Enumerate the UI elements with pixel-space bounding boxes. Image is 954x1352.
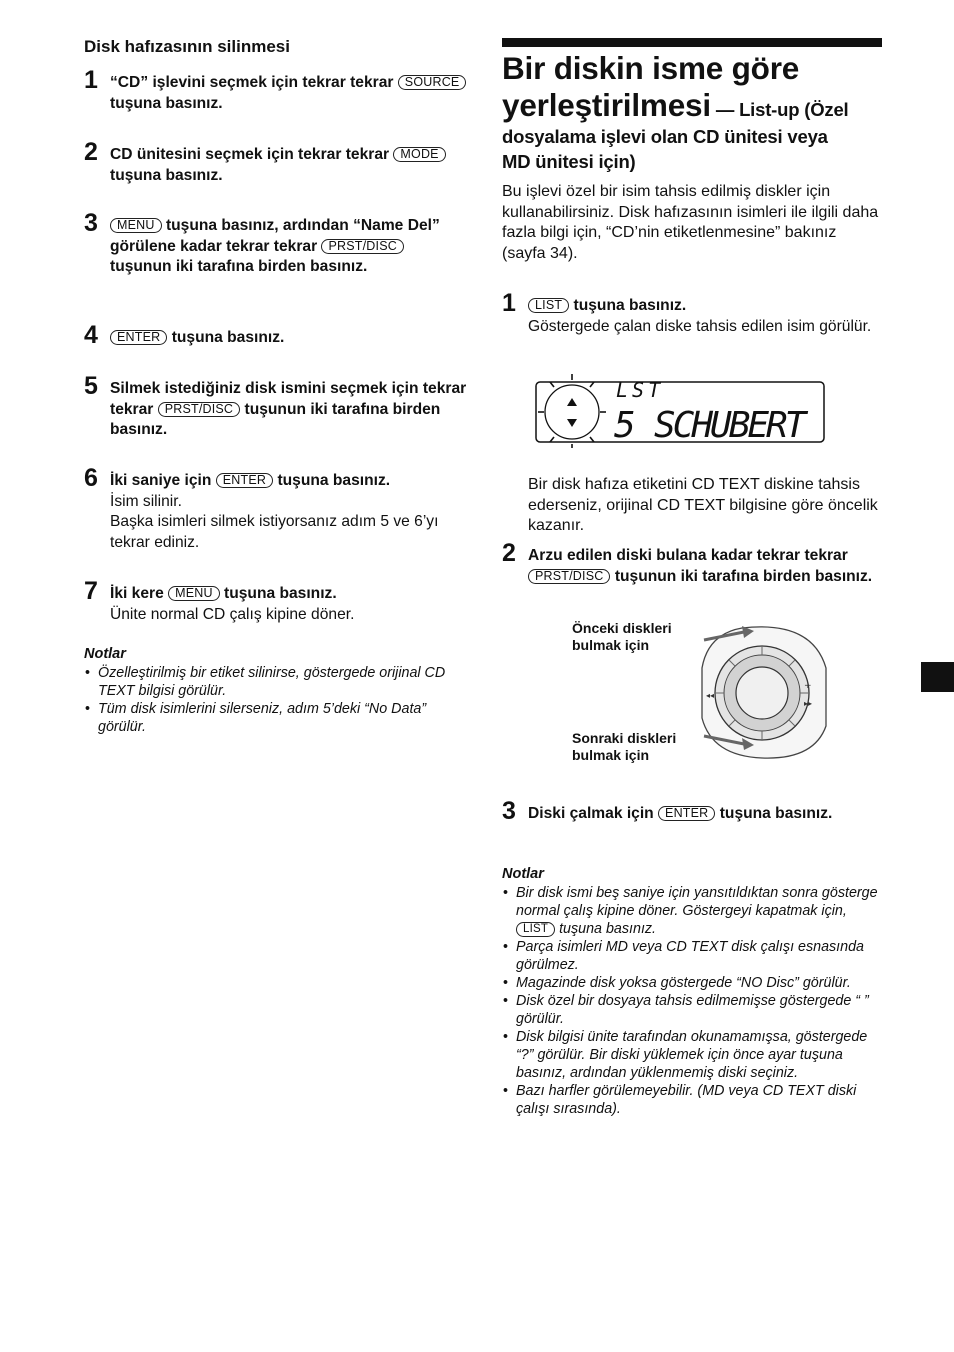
step-text: İki saniye için <box>110 472 216 489</box>
list-key: LIST <box>528 298 569 313</box>
step-text: tuşuna basınız. <box>569 297 687 314</box>
step-2 <box>502 539 882 587</box>
note-item <box>502 884 882 938</box>
step-detail: İsim silinir. <box>110 492 182 510</box>
svg-text:◂◂: ◂◂ <box>706 691 715 700</box>
lcd-top-text: LST <box>616 378 665 402</box>
enter-key: ENTER <box>658 806 715 821</box>
step-number: 3 <box>502 797 516 825</box>
section-tab-marker <box>921 662 954 692</box>
step-text: İki kere <box>110 585 169 602</box>
step-1 <box>502 289 882 337</box>
step-text: tuşunun iki tarafına birden basınız. <box>110 400 441 438</box>
source-key: SOURCE <box>398 75 467 90</box>
step-number: 7 <box>84 577 98 605</box>
page-title <box>502 50 882 174</box>
prst-disc-key: PRST/DISC <box>321 239 403 254</box>
note-item: • Magazinde disk yoksa göstergede “NO Disc” görülür. <box>502 974 882 992</box>
step-6 <box>84 464 469 553</box>
step-number: 3 <box>84 209 98 237</box>
step-detail: Başka isimleri silmek istiyorsanız adım 5 ve 6’yı tekrar ediniz. <box>110 513 439 551</box>
note-item: • Disk özel bir dosyaya tahsis edilmemişse göstergede “ ” görülür. <box>502 992 882 1028</box>
title-rule <box>502 38 882 47</box>
note-text: Bir disk ismi beş saniye için yansıtıldıktan sonra gösterge normal çalış kipine döner. Göstergeyi kapatmak için, <box>516 885 878 919</box>
step-detail: Ünite normal CD çalış kipine döner. <box>110 605 355 623</box>
step-number: 4 <box>84 321 98 349</box>
enter-key: ENTER <box>216 473 273 488</box>
svg-text:▸▸: ▸▸ <box>804 699 813 708</box>
step-number: 1 <box>502 289 516 317</box>
step-text: tuşuna basınız. <box>167 329 285 346</box>
step-text: tuşuna basınız, ardından “Name Del” görülene kadar tekrar tekrar <box>110 217 440 255</box>
title-main: Bir diskin isme göre yerleştirilmesi <box>502 50 800 123</box>
step-text: Arzu edilen diski bulana kadar tekrar tekrar <box>528 547 848 564</box>
title-sub: MD ünitesi için) <box>502 151 636 172</box>
note-item: • Özelleştirilmiş bir etiket silinirse, göstergede orijinal CD TEXT bilgisi görülür. <box>84 664 469 700</box>
title-sub: — List-up (Özel <box>710 99 849 120</box>
next-disc-label <box>572 730 676 764</box>
prst-disc-key: PRST/DISC <box>158 402 240 417</box>
step-number: 1 <box>84 66 98 94</box>
note-item: • Parça isimleri MD veya CD TEXT disk çalışı esnasında görülmez. <box>502 938 882 974</box>
label-line: bulmak için <box>572 747 650 763</box>
lcd-display <box>526 372 828 448</box>
notes-title: Notlar <box>84 646 126 662</box>
step-text: tuşuna basınız. <box>219 585 337 602</box>
note-text: tuşuna basınız. <box>555 921 657 937</box>
step-text: “CD” işlevini seçmek için tekrar tekrar <box>110 74 398 91</box>
step-7 <box>84 577 469 625</box>
jog-dial-icon <box>692 618 832 768</box>
menu-key: MENU <box>110 218 162 233</box>
prst-disc-key: PRST/DISC <box>528 569 610 584</box>
label-line: bulmak için <box>572 637 650 653</box>
step-number: 6 <box>84 464 98 492</box>
step-number: 5 <box>84 372 98 400</box>
notes-title: Notlar <box>502 866 544 882</box>
step-text: tuşuna basınız. <box>110 94 223 112</box>
dial-illustration <box>572 618 832 770</box>
lcd-disc-name: SCHUBERT <box>654 405 804 446</box>
title-sub: dosyalama işlevi olan CD ünitesi veya <box>502 126 828 147</box>
step-3 <box>84 209 469 278</box>
display-explanation: Bir disk hafıza etiketini CD TEXT diskine tahsis ederseniz, orijinal CD TEXT bilgisine göre öncelik kazanır. <box>528 476 878 534</box>
step-text: tuşunun iki tarafına birden basınız. <box>110 258 368 275</box>
note-item: • Disk bilgisi ünite tarafından okunamamışsa, göstergede “?” görülür. Bir diski yüklemek için önce ayar tuşuna basınız, ardından yüklenmemiş diski seçiniz. <box>502 1028 882 1082</box>
notes-block <box>502 866 882 1118</box>
step-text: Diski çalmak için <box>528 805 659 822</box>
section-title: Disk hafızasının silinmesi <box>84 37 290 56</box>
svg-text:+: + <box>804 681 812 691</box>
lcd-disc-number: 5 <box>614 405 636 446</box>
menu-key: MENU <box>168 586 220 601</box>
list-key: LIST <box>516 922 555 937</box>
step-text: tuşunun iki tarafına birden basınız. <box>610 567 873 585</box>
step-text: Silmek istediğiniz disk ismini seçmek için tekrar tekrar <box>110 380 467 418</box>
step-2 <box>84 138 469 186</box>
step-text: tuşuna basınız. <box>715 805 833 822</box>
previous-disc-label <box>572 620 672 654</box>
note-item: • Bazı harfler görülemeyebilir. (MD veya CD TEXT diski çalışı sırasında). <box>502 1082 882 1118</box>
step-text: tuşuna basınız. <box>273 472 391 489</box>
label-line: Önceki diskleri <box>572 620 672 636</box>
step-number: 2 <box>502 539 516 567</box>
step-3 <box>502 797 882 825</box>
intro-text: Bu işlevi özel bir isim tahsis edilmiş diskler için kullanabilirsiniz. Disk hafızasının isimleri ile ilgili daha fazla bilgi için, “CD’nin etiketlenmesine” bakınız (sayfa 34). <box>502 183 879 262</box>
step-5 <box>84 372 469 441</box>
step-1 <box>84 66 469 114</box>
label-line: Sonraki diskleri <box>572 730 677 746</box>
mode-key: MODE <box>393 147 445 162</box>
step-number: 2 <box>84 138 98 166</box>
step-4 <box>84 321 469 349</box>
notes-block <box>84 646 469 736</box>
enter-key: ENTER <box>110 330 167 345</box>
note-item: • Tüm disk isimlerini silerseniz, adım 5’deki “No Data” görülür. <box>84 700 469 736</box>
step-detail: Göstergede çalan diske tahsis edilen isim görülür. <box>528 317 872 335</box>
step-text: tuşuna basınız. <box>110 166 223 184</box>
step-text: CD ünitesini seçmek için tekrar tekrar <box>110 146 394 163</box>
